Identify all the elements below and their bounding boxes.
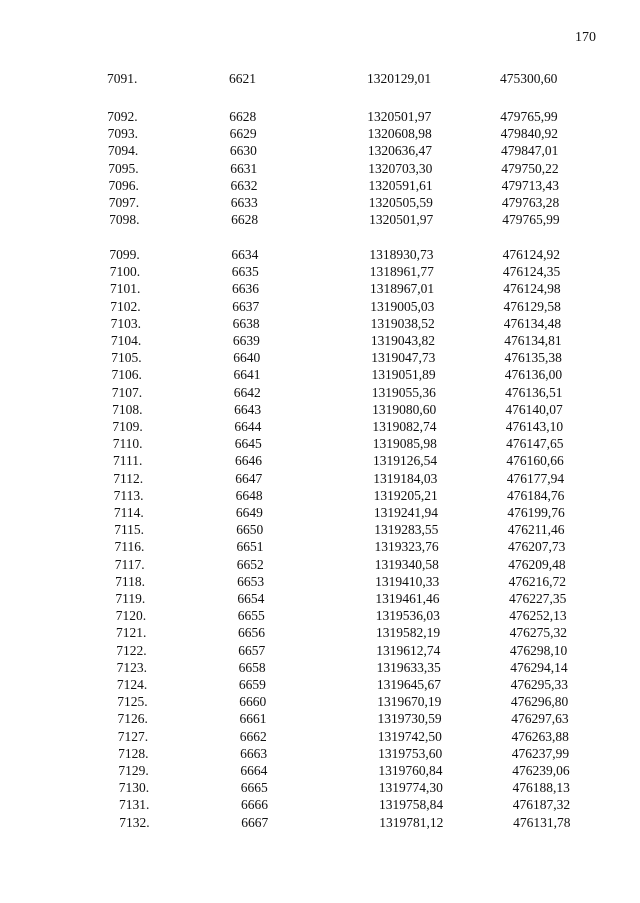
point-id: 6638 [232,315,260,331]
coordinate-x: 1319410,33 [375,573,440,589]
table-row [0,814,640,831]
point-id: 6648 [235,487,263,503]
table-row [0,796,640,813]
row-number: 7099. [109,246,140,262]
coordinate-x: 1320703,30 [368,160,433,176]
coordinate-x: 1319633,35 [376,659,441,675]
coordinate-x: 1319283,55 [374,522,439,538]
table-row [0,125,640,142]
point-id: 6647 [235,470,263,486]
point-id: 6635 [231,264,259,280]
point-id: 6636 [232,281,259,297]
row-number: 7123. [116,659,147,675]
row-number: 7124. [116,676,148,692]
coordinate-y: 476239,06 [512,762,570,778]
point-id: 6655 [237,608,265,624]
row-number: 7105. [111,350,142,366]
table-row [0,745,640,762]
row-number: 7096. [108,177,139,193]
table-row [0,504,640,521]
row-number: 7111. [113,453,143,469]
point-id: 6663 [240,745,268,761]
coordinate-y: 476216,72 [508,573,566,589]
point-id: 6628 [229,109,257,124]
row-number: 7118. [115,573,145,589]
table-row [0,728,640,745]
table-row [0,624,640,641]
coordinate-x: 1319461,46 [375,590,440,606]
row-number: 7122. [116,642,147,658]
coordinate-x: 1319082,74 [372,418,437,434]
coordinate-y: 476140,07 [505,401,563,417]
coordinate-x: 1319055,36 [371,384,436,400]
point-id: 6654 [237,590,265,606]
coordinate-x: 1320591,61 [368,177,433,193]
coordinate-y: 479750,22 [501,160,559,176]
row-number: 7132. [119,814,150,830]
table-row [0,573,640,590]
coordinate-x: 1319536,03 [375,608,440,624]
table-row [0,452,640,469]
coordinate-y: 476296,80 [510,694,569,710]
point-id: 6651 [236,539,264,555]
coordinate-x: 1319760,84 [378,762,443,778]
coordinate-y: 476136,00 [504,367,563,383]
point-id: 6649 [235,504,263,520]
page-number: 170 [575,30,596,45]
table-row [0,263,640,280]
row-number: 7116. [114,539,145,555]
coordinate-x: 1319005,03 [370,298,435,314]
table-row [0,401,640,418]
point-id: 6645 [234,436,262,452]
point-id: 6650 [236,522,264,538]
coordinate-x: 1319645,67 [376,676,442,692]
table-row [0,177,640,194]
row-number: 7092. [107,109,138,124]
table-row [0,108,640,125]
coordinate-x: 1319753,60 [378,745,443,761]
point-id: 6639 [232,332,260,348]
table-row [0,298,640,315]
table-row [0,538,640,555]
coordinate-y: 476134,48 [503,315,562,331]
table-row [0,642,640,659]
point-id: 6643 [234,401,262,417]
table-row [0,384,640,401]
table-row [0,194,640,211]
point-id: 6661 [239,711,267,727]
row-number: 7100. [109,264,141,280]
table-row [0,676,640,693]
coordinate-y: 476252,13 [509,608,567,624]
row-number: 7115. [114,522,145,538]
coordinate-x: 1319582,19 [376,625,441,641]
row-number: 7127. [117,728,149,744]
coordinate-y: 476209,48 [508,556,566,572]
coordinate-y: 475300,60 [500,71,558,86]
point-id: 6652 [236,556,264,572]
coordinate-y: 476184,76 [507,487,565,503]
table-row [0,211,640,228]
coordinate-y: 476263,88 [511,728,569,744]
point-id: 6634 [231,246,259,262]
coordinate-y: 476297,63 [511,711,569,727]
coordinate-x: 1319038,52 [370,315,435,331]
row-number: 7106. [111,367,142,383]
table-row [0,762,640,779]
coordinate-y: 476199,76 [507,504,565,520]
coordinate-y: 476295,33 [510,676,568,692]
point-id: 6644 [234,418,262,434]
point-id: 6653 [237,573,265,589]
point-id: 6660 [239,694,267,710]
row-number: 7129. [118,762,149,778]
coordinate-x: 1318961,77 [369,264,434,280]
row-number: 7114. [113,504,144,520]
point-id: 6646 [235,453,262,469]
coordinate-y: 479765,99 [500,109,558,124]
coordinate-y: 476135,38 [504,350,562,366]
coordinate-y: 479765,99 [502,212,560,228]
coordinate-x: 1318967,01 [370,281,435,297]
row-number: 7107. [111,384,143,400]
coordinate-y: 479713,43 [501,177,559,193]
row-number: 7119. [115,590,146,606]
row-number: 7091. [107,71,138,86]
coordinate-x: 1319730,59 [377,711,442,727]
table-row [0,315,640,332]
point-id: 6642 [233,384,261,400]
coordinate-x: 1319205,21 [373,487,438,503]
coordinate-y: 476160,66 [506,453,564,469]
table-row [0,435,640,452]
row-number: 7128. [118,745,149,761]
row-number: 7104. [110,332,142,348]
coordinate-y: 479763,28 [501,195,560,210]
table-row [0,693,640,710]
row-number: 7113. [113,487,144,503]
coordinate-y: 476211,46 [507,522,565,538]
point-id: 6657 [238,642,266,658]
point-id: 6656 [238,625,265,641]
point-id: 6666 [241,797,268,813]
row-number: 7125. [117,694,148,710]
coordinate-x: 1320608,98 [367,126,432,142]
coordinate-y: 476136,51 [505,384,563,400]
coordinate-x: 1319323,76 [374,539,439,555]
row-number: 7120. [115,608,147,624]
row-number: 7094. [107,143,139,159]
coordinate-x: 1319085,98 [372,436,437,452]
coordinate-x: 1319043,82 [370,332,436,348]
coordinate-y: 476188,13 [512,780,570,796]
point-id: 6632 [230,177,258,193]
coordinate-x: 1319080,60 [372,401,437,417]
coordinate-x: 1319781,12 [379,814,444,830]
coordinate-y: 476298,10 [509,642,568,658]
coordinate-x: 1320505,59 [368,195,433,210]
coordinate-y: 476131,78 [513,814,571,830]
point-id: 6629 [229,126,257,142]
table-row [0,70,640,87]
coordinate-y: 476177,94 [506,470,565,486]
coordinate-y: 476129,58 [503,298,561,314]
coordinate-y: 476134,81 [504,332,562,348]
row-number: 7101. [110,281,141,297]
coordinate-y: 476294,14 [510,659,568,675]
coordinate-y: 476124,35 [502,264,561,280]
table-row [0,590,640,607]
point-id: 6630 [229,143,257,159]
coordinate-y: 476124,92 [502,246,560,262]
table-row [0,607,640,624]
row-number: 7095. [108,160,139,176]
row-number: 7103. [110,315,141,331]
coordinate-x: 1319340,58 [374,556,439,572]
point-id: 6664 [240,762,268,778]
row-number: 7093. [107,126,138,142]
row-number: 7097. [108,195,140,210]
point-id: 6662 [239,728,267,744]
row-number: 7117. [114,556,145,572]
coordinate-x: 1319126,54 [373,453,438,469]
table-row [0,418,640,435]
row-number: 7110. [112,436,143,452]
coordinate-x: 1320501,97 [367,109,432,124]
coordinate-x: 1319184,03 [373,470,438,486]
coordinate-y: 476237,99 [511,745,570,761]
table-row [0,487,640,504]
row-number: 7112. [113,470,144,486]
row-number: 7109. [112,418,143,434]
row-number: 7108. [112,401,143,417]
coordinate-x: 1320636,47 [367,143,433,159]
table-row [0,349,640,366]
table-row [0,366,640,383]
table-row [0,779,640,796]
point-id: 6637 [232,298,260,314]
coordinate-x: 1319047,73 [371,350,436,366]
row-number: 7098. [109,212,140,228]
coordinate-y: 476275,32 [509,625,567,641]
coordinate-x: 1319758,84 [379,797,444,813]
point-id: 6628 [231,212,259,228]
row-number: 7102. [110,298,141,314]
table-row [0,659,640,676]
table-row [0,470,640,487]
row-number: 7121. [116,625,147,641]
coordinate-y: 479840,92 [500,126,558,142]
table-row [0,710,640,727]
point-id: 6640 [233,350,261,366]
row-number: 7126. [117,711,148,727]
point-id: 6633 [230,195,258,210]
coordinate-x: 1320129,01 [367,71,432,86]
row-number: 7130. [118,780,150,796]
coordinate-x: 1319612,74 [376,642,441,658]
table-row [0,521,640,538]
coordinate-x: 1319742,50 [377,728,442,744]
table-row [0,160,640,177]
coordinate-x: 1320501,97 [369,212,434,228]
point-id: 6631 [230,160,258,176]
point-id: 6667 [241,814,269,830]
table-row [0,556,640,573]
table-row [0,332,640,349]
coordinate-y: 479847,01 [501,143,559,159]
coordinate-y: 476187,32 [512,797,571,813]
point-id: 6659 [238,676,266,692]
coordinate-y: 476147,65 [506,436,564,452]
table-row [0,246,640,263]
coordinate-x: 1318930,73 [369,246,434,262]
point-id: 6641 [233,367,261,383]
table-row [0,280,640,297]
coordinate-x: 1319774,30 [378,780,443,796]
coordinate-y: 476207,73 [508,539,566,555]
coordinate-y: 476227,35 [509,590,567,606]
point-id: 6658 [238,659,266,675]
point-id: 6665 [240,780,268,796]
coordinate-y: 476124,98 [503,281,561,297]
coordinate-x: 1319670,19 [377,694,442,710]
coordinate-x: 1319241,94 [373,504,439,520]
coordinate-y: 476143,10 [505,418,564,434]
table-row [0,142,640,159]
point-id: 6621 [229,71,256,86]
coordinate-x: 1319051,89 [371,367,436,383]
row-number: 7131. [119,797,150,813]
